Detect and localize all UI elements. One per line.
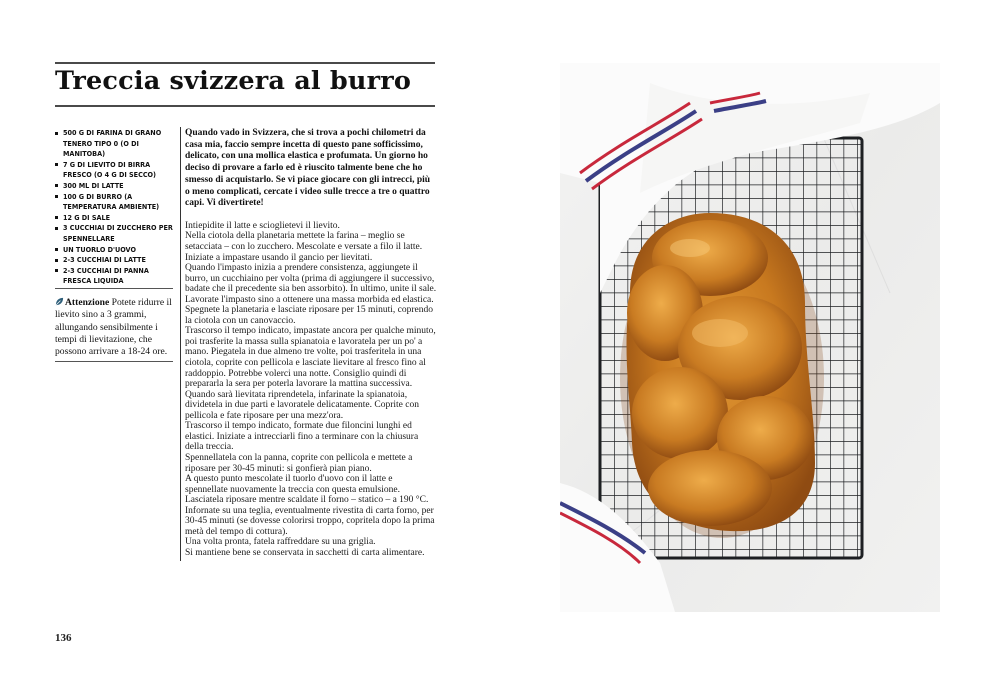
column-divider: [180, 127, 181, 561]
ingredient-item: 100 G DI BURRO (A TEMPERATURA AMBIENTE): [55, 192, 173, 213]
ingredient-item: 300 ML DI LATTE: [55, 181, 173, 192]
braided-bread: [620, 213, 824, 538]
page-number: 136: [55, 632, 72, 644]
recipe-title: Treccia svizzera al burro: [55, 66, 412, 96]
title-rule-bottom: [55, 105, 435, 107]
ingredient-item: 500 G DI FARINA DI GRANO TENERO TIPO 0 (O DI MANITOBA): [55, 128, 173, 160]
tip-box: [55, 297, 175, 358]
tip-text: Potete ridurre il lievito sino a 3 grammi, allungando sensibilmente i tempi di lievitazione, che possono arrivare a 18-24 ore.: [55, 297, 172, 358]
method-step: Lasciatela riposare mentre scaldate il forno – statico – a 190 °C.: [185, 495, 429, 506]
tip-divider-bottom: [55, 361, 173, 362]
method-steps: [185, 221, 437, 559]
title-rule-top: [55, 62, 435, 64]
method-step: Lavorate l'impasto sino a ottenere una massa morbida ed elastica. Spegnete la planetaria e lasciate riposare per 15 minuti, coprendo la ciotola con un canovaccio.: [185, 294, 434, 326]
method-step: A questo punto mescolate il tuorlo d'uovo con il latte e spennellate nuovamente la treccia con questa emulsione.: [185, 474, 400, 495]
tip-label: Attenzione: [65, 297, 110, 308]
ingredient-item: 3 CUCCHIAI DI ZUCCHERO PER SPENNELLARE: [55, 223, 173, 244]
method-step: Quando sarà lievitata riprendetela, infarinate la spianatoia, dividetela in due parti e lavoratele delicatamente. Coprite con pellicola e fate riposare per una mezz'ora.: [185, 389, 419, 421]
method-step: Iniziate a impastare usando il gancio per lievitati.: [185, 252, 373, 263]
ingredient-item: 2-3 CUCCHIAI DI LATTE: [55, 255, 173, 266]
ingredient-item: 2-3 CUCCHIAI DI PANNA FRESCA LIQUIDA: [55, 266, 173, 287]
method-step: Intiepidite il latte e scioglietevi il lievito.: [185, 220, 340, 231]
ingredients-list: [55, 128, 173, 287]
leaf-icon: [55, 297, 64, 306]
recipe-intro: Quando vado in Svizzera, che si trova a pochi chilometri da casa mia, faccio sempre incetta di questo pane sofficissimo, delicato, con una mollica elastica e profumata. Un giorno ho deciso di provare a farlo ed è riuscito talmente bene che ho smesso di acquistarlo. Se vi piace giocare con gli intrecci, più o meno complicati, cercate i video sulle trecce a tre o quattro capi. Vi divertirete!: [185, 128, 431, 209]
ingredient-item: 7 G DI LIEVITO DI BIRRA FRESCO (O 4 G DI SECCO): [55, 160, 173, 181]
method-step: Nella ciotola della planetaria mettete la farina – meglio se setacciata – con lo zucchero. Mescolate e versate a filo il latte.: [185, 231, 423, 253]
method-step: Trascorso il tempo indicato, formate due filoncini lunghi ed elastici. Iniziate a intrecciarli fino a terminare con la chiusura della treccia.: [185, 421, 419, 453]
method-step: Trascorso il tempo indicato, impastate ancora per qualche minuto, poi trasferite la massa sulla spianatoia e lavoratela per un po' a mano. Piegatela in due almeno tre volte, poi trasferitela in una ciotola, coprite con pellicola e lasciate lievitare al fresco fino al raddoppio. Potrebbe volerci una notte. Consiglio quindi di prepararla la sera per poterla lavorare la mattina successiva.: [185, 326, 436, 390]
ingredient-item: 12 G DI SALE: [55, 213, 173, 224]
method-step: Quando l'impasto inizia a prendere consistenza, aggiungete il burro, un cucchiaino per volta (prima di aggiungere il successivo, badate che il precedente sia ben assorbito). In ultimo, unite il sale.: [185, 263, 437, 295]
bread-photo: [560, 63, 940, 612]
method-step: Infornate su una teglia, eventualmente rivestita di carta forno, per 30-45 minuti (se dovesse colorirsi troppo, copritela dopo la prima metà del tempo di cottura).: [185, 505, 435, 537]
ingredient-item: UN TUORLO D'UOVO: [55, 245, 173, 256]
tip-divider-top: [55, 288, 173, 289]
method-step: Si mantiene bene se conservata in sacchetti di carta alimentare.: [185, 547, 425, 558]
recipe-body: [185, 128, 437, 558]
method-step: Spennellatela con la panna, coprite con pellicola e mettete a riposare per 30-45 minuti: si gonfierà pian piano.: [185, 452, 413, 474]
method-step: Una volta pronta, fatela raffreddare su una griglia.: [185, 537, 376, 548]
